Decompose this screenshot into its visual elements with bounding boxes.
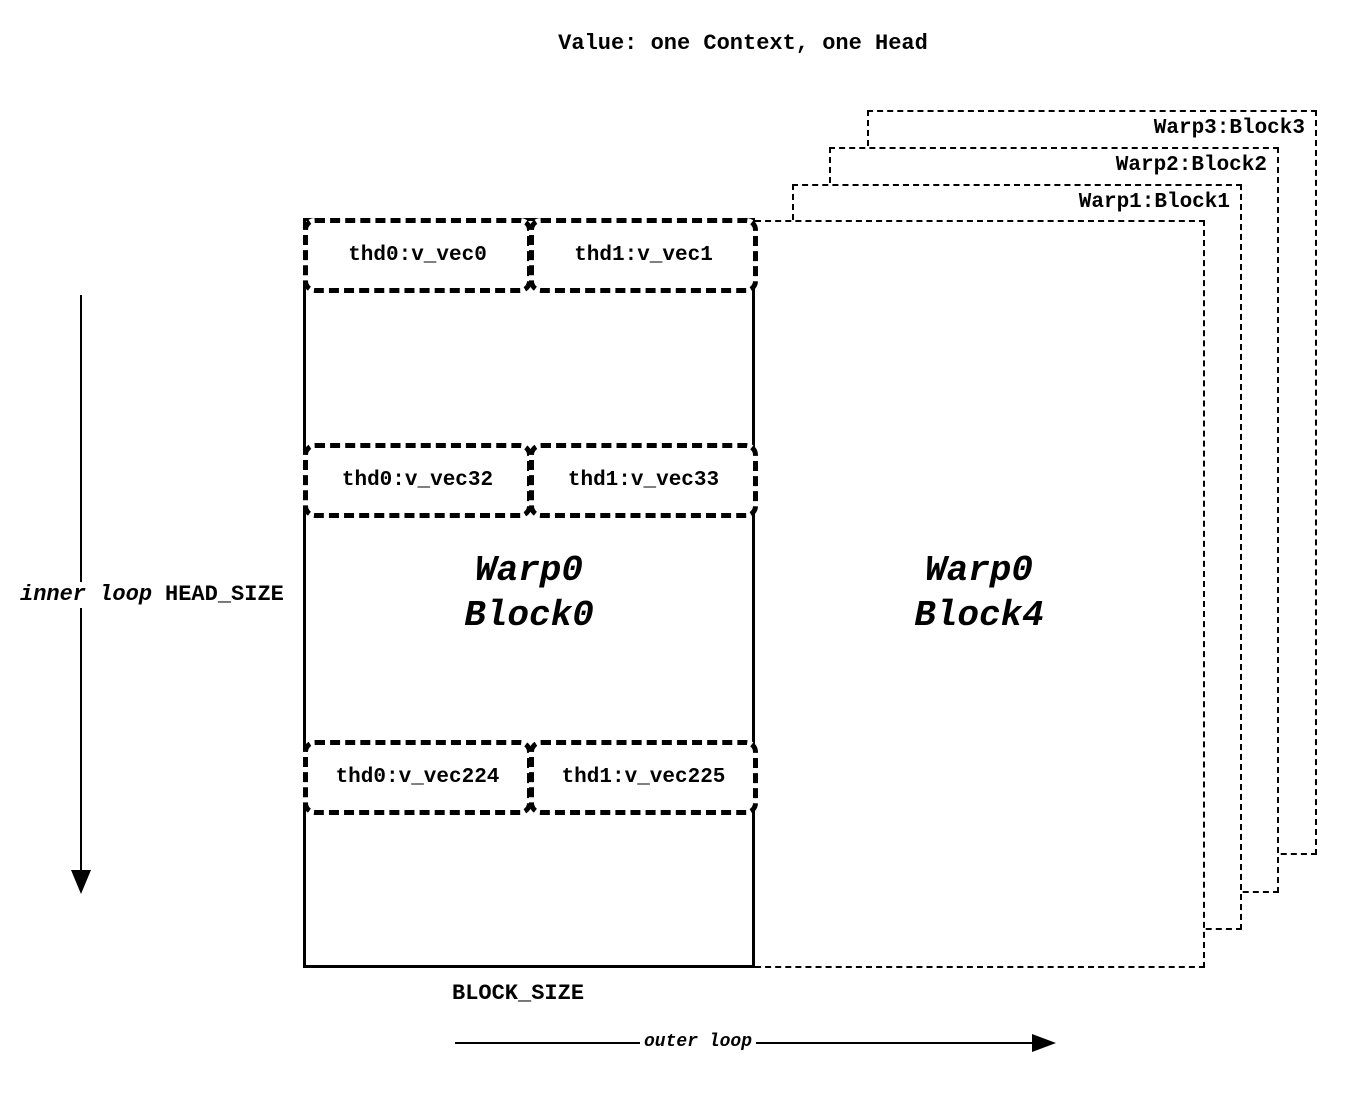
warp0-block0-panel <box>303 218 755 968</box>
inner-loop-label: inner loop <box>20 582 153 607</box>
warp0-block0-label-line2: Block0 <box>464 595 594 636</box>
warp0-block4-panel <box>755 220 1205 968</box>
thread-vector-cell: thd0:v_vec224 <box>303 740 532 815</box>
warp3-block3-label: Warp3:Block3 <box>1153 117 1305 140</box>
thread-vector-cell: thd0:v_vec32 <box>303 443 532 518</box>
thread-vector-cell: thd1:v_vec33 <box>529 443 758 518</box>
thread-vector-cell: thd1:v_vec225 <box>529 740 758 815</box>
inner-loop-head-size-label <box>18 582 286 608</box>
thread-vector-cell: thd1:v_vec1 <box>529 218 758 293</box>
diagram-title: Value: one Context, one Head <box>558 31 928 56</box>
arrow-right-icon <box>1032 1034 1056 1052</box>
thread-vector-cell: thd0:v_vec0 <box>303 218 532 293</box>
block-size-label: BLOCK_SIZE <box>452 981 585 1006</box>
warp0-block4-label <box>755 548 1203 638</box>
arrow-down-icon <box>71 870 91 894</box>
warp0-block4-label-line1: Warp0 <box>924 550 1034 591</box>
warp0-block0-label <box>306 548 752 638</box>
head-size-label: HEAD_SIZE <box>165 582 284 607</box>
outer-loop-label: outer loop <box>640 1031 756 1053</box>
warp0-block0-label-line1: Warp0 <box>474 550 584 591</box>
warp2-block2-label: Warp2:Block2 <box>1115 154 1267 177</box>
warp0-block4-label-line2: Block4 <box>914 595 1044 636</box>
warp1-block1-label: Warp1:Block1 <box>1078 191 1230 214</box>
